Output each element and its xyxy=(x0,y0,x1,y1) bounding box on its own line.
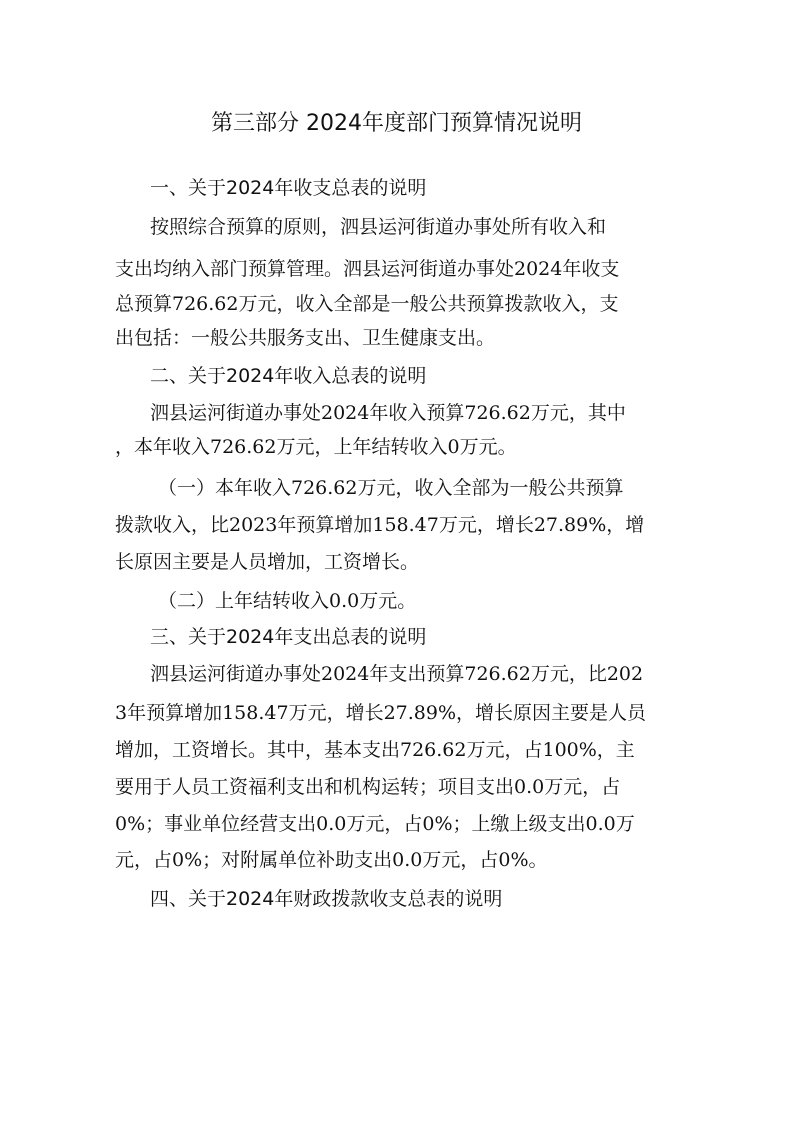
section-2-heading: 二、关于2024年收入总表的说明 xyxy=(150,365,427,387)
section-3-heading: 三、关于2024年支出总表的说明 xyxy=(150,626,427,648)
paragraph-line: 总预算726.62万元，收入全部是一般公共预算拨款收入，支 xyxy=(115,293,619,315)
paragraph-line: （二）上年结转收入0.0万元。 xyxy=(158,590,417,612)
paragraph-line: 要用于人员工资福利支出和机构运转；项目支出0.0万元，占 xyxy=(115,776,621,798)
paragraph-line: （一）本年收入726.62万元，收入全部为一般公共预算 xyxy=(158,477,624,499)
section-1-heading: 一、关于2024年收支总表的说明 xyxy=(150,177,427,199)
paragraph-line: 泗县运河街道办事处2024年收入预算726.62万元，其中 xyxy=(150,402,626,424)
paragraph-line: 出包括：一般公共服务支出、卫生健康支出。 xyxy=(115,327,496,349)
paragraph-line: ，本年收入726.62万元，上年结转收入0万元。 xyxy=(115,436,517,458)
paragraph-line: 3年预算增加158.47万元，增长27.89%，增长原因主要是人员 xyxy=(115,702,647,724)
paragraph-line: 增加，工资增长。其中，基本支出726.62万元，占100%，主 xyxy=(115,739,635,761)
paragraph-line: 0%；事业单位经营支出0.0万元，占0%；上缴上级支出0.0万 xyxy=(115,813,635,835)
paragraph-line: 按照综合预算的原则，泗县运河街道办事处所有收入和 xyxy=(150,216,607,238)
section-4-heading: 四、关于2024年财政拨款收支总表的说明 xyxy=(150,888,503,910)
paragraph-line: 拨款收入，比2023年预算增加158.47万元，增长27.89%，增 xyxy=(115,514,645,536)
paragraph-line: 支出均纳入部门预算管理。泗县运河街道办事处2024年收支 xyxy=(115,258,620,280)
paragraph-line: 泗县运河街道办事处2024年支出预算726.62万元，比202 xyxy=(150,663,644,685)
paragraph-line: 长原因主要是人员增加，工资增长。 xyxy=(115,551,420,573)
page-title: 第三部分 2024年度部门预算情况说明 xyxy=(211,111,582,136)
paragraph-line: 元，占0%；对附属单位补助支出0.0万元，占0%。 xyxy=(115,849,548,871)
